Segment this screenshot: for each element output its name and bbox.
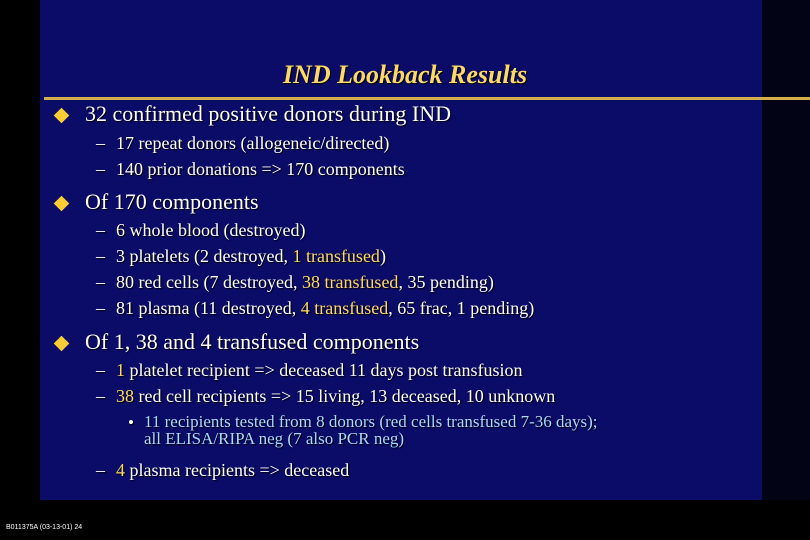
highlight-text: 1 transfused (292, 246, 380, 266)
dash-icon: – (96, 360, 105, 380)
dash-icon: – (96, 386, 105, 406)
dash-icon: – (96, 272, 105, 292)
diamond-bullet-icon (54, 336, 70, 352)
dash-icon: – (96, 159, 105, 179)
highlight-text: 4 transfused (300, 298, 389, 318)
highlight-text: 4 (116, 460, 125, 480)
section-heading-text: Of 170 components (85, 189, 259, 214)
list-item-text: 38 red cell recipients => 15 living, 13 deceased, 10 unknown (116, 386, 556, 406)
bullet-dot-icon: • (128, 413, 134, 432)
sub-list-item-text: 11 recipients tested from 8 donors (red cells transfused 7-36 days); all ELISA/RIPA neg (7 also PCR neg) (144, 412, 598, 448)
list-item-text: 81 plasma (11 destroyed, 4 transfused, 65 frac, 1 pending) (116, 298, 535, 318)
list-item-text: 140 prior donations => 170 components (116, 159, 405, 179)
footer-code: B011375A (03-13-01) 24 (6, 524, 83, 531)
section-heading-text: 32 confirmed positive donors during IND (85, 101, 451, 126)
highlight-text: 38 transfused (301, 272, 399, 292)
dash-icon: – (96, 220, 105, 240)
dash-icon: – (96, 298, 105, 318)
highlight-text: 1 (116, 360, 125, 380)
bottom-border (0, 500, 810, 540)
dash-icon: – (96, 460, 105, 480)
list-item-text: 80 red cells (7 destroyed, 38 transfused, 35 pending) (116, 272, 494, 292)
list-item-text: 1 platelet recipient => deceased 11 days post transfusion (116, 360, 523, 380)
diamond-bullet-icon (54, 108, 70, 124)
list-item-text: 3 platelets (2 destroyed, 1 transfused) (116, 246, 386, 266)
section-heading-text: Of 1, 38 and 4 transfused components (85, 329, 420, 354)
diamond-bullet-icon (54, 196, 70, 212)
highlight-text: 38 (116, 386, 134, 406)
list-item-text: 4 plasma recipients => deceased (116, 460, 350, 480)
slide-title: IND Lookback Results (282, 60, 528, 89)
list-item-text: 17 repeat donors (allogeneic/directed) (116, 133, 390, 153)
dash-icon: – (96, 246, 105, 266)
dash-icon: – (96, 133, 105, 153)
list-item-text: 6 whole blood (destroyed) (116, 220, 306, 240)
title-rule (44, 97, 810, 100)
